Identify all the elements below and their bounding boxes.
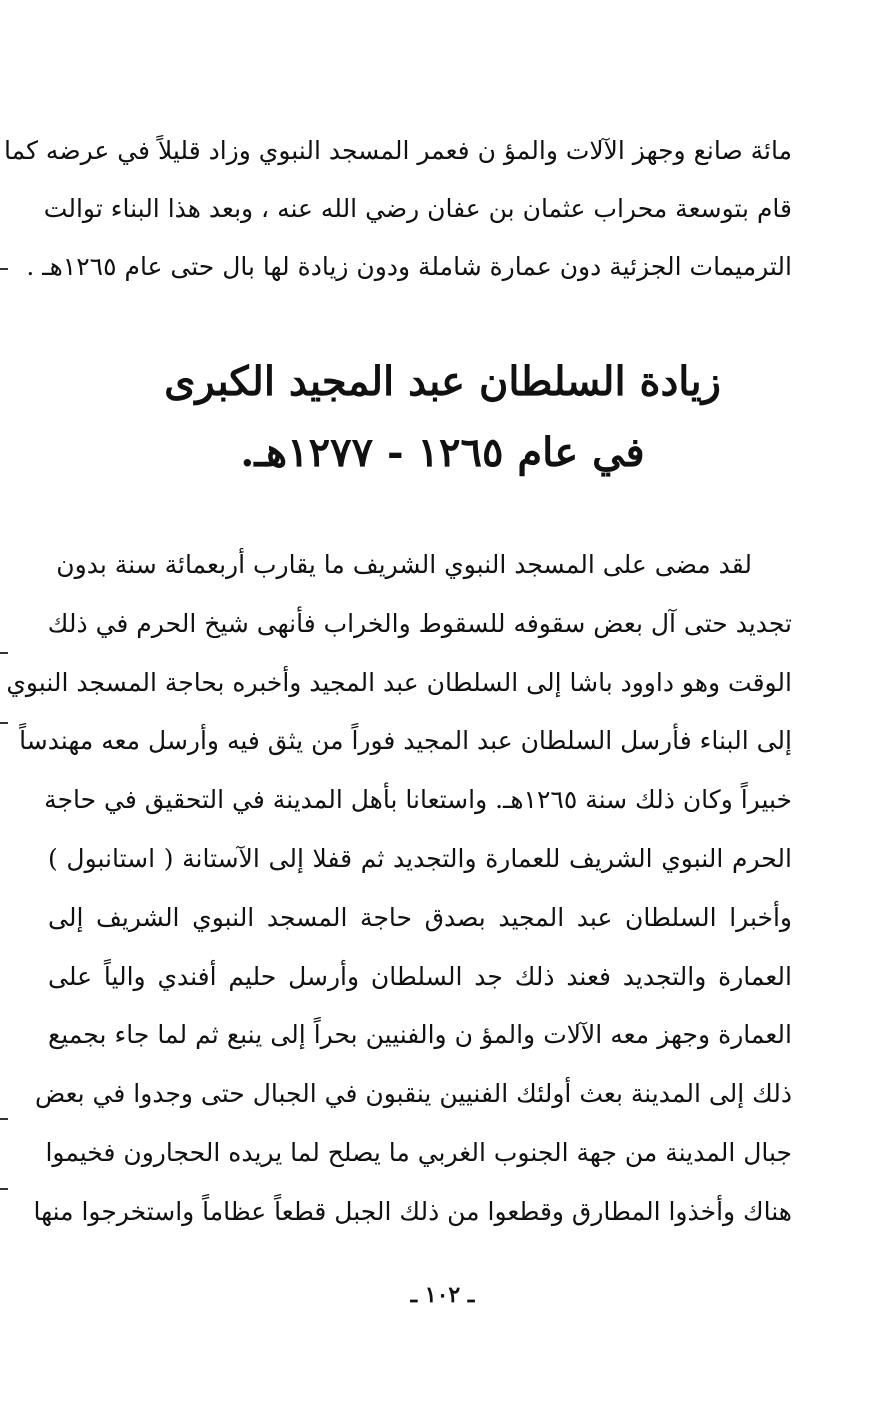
text-line: مائة صانع وجهز الآلات والمؤ ن فعمر المسجد النبوي وزاد قليلاً في عرضه كما <box>4 136 792 165</box>
text-line: الترميمات الجزئية دون عمارة شاملة ودون زيادة لها بال حتى عام ١٢٦٥هـ . <box>26 252 792 281</box>
text-line: إلى البناء فأرسل السلطان عبد المجيد فوراً من يثق فيه وأرسل معه مهندساً <box>19 726 792 756</box>
scan-edge-mark <box>0 268 8 270</box>
text-line: جبال المدينة من جهة الجنوب الغربي ما يصلح لما يريده الحجارون فخيموا <box>45 1137 792 1167</box>
text-line: الوقت وهو داوود باشا إلى السلطان عبد المجيد وأخبره بحاجة المسجد النبوي <box>6 667 792 697</box>
scan-edge-mark <box>0 652 8 654</box>
text-line: قام بتوسعة محراب عثمان بن عفان رضي الله عنه ، وبعد هذا البناء توالت <box>43 194 792 223</box>
main-paragraph <box>6 536 792 1242</box>
section-heading-line-2: في عام ١٢٦٥ - ١٢٧٧هـ. <box>240 429 645 476</box>
text-line: العمارة وجهز معه الآلات والمؤ ن والفنيين بحراً إلى ينبع ثم لما جاء بجميع <box>48 1020 792 1050</box>
text-line: العمارة والتجديد فعند ذلك جد السلطان وأرسل حليم أفندي والياً على <box>48 961 792 991</box>
text-line: لقد مضى على المسجد النبوي الشريف ما يقارب أربعمائة سنة بدون <box>56 550 752 579</box>
text-line: خبيراً وكان ذلك سنة ١٢٦٥هـ. واستعانا بأهل المدينة في التحقيق في حاجة <box>44 785 792 815</box>
section-heading-line-1: زيادة السلطان عبد المجيد الكبرى <box>164 358 721 405</box>
text-line: تجديد حتى آل بعض سقوفه للسقوط والخراب فأنهى شيخ الحرم في ذلك <box>47 608 792 638</box>
scan-edge-mark <box>0 722 8 724</box>
text-line: هناك وأخذوا المطارق وقطعوا من ذلك الجبل قطعاً عظاماً واستخرجوا منها <box>33 1196 792 1226</box>
scan-edge-mark <box>0 1188 8 1190</box>
scan-edge-mark <box>0 1118 8 1120</box>
page-number: ـ ١٠٢ ـ <box>410 1282 475 1308</box>
top-paragraph <box>4 122 792 296</box>
text-line: ذلك إلى المدينة بعث أولئك الفنيين ينقبون في الجبال حتى وجدوا في بعض <box>34 1079 792 1109</box>
text-line: وأخبرا السلطان عبد المجيد بصدق حاجة المسجد النبوي الشريف إلى <box>48 902 792 932</box>
text-line: الحرم النبوي الشريف للعمارة والتجديد ثم قفلا إلى الآستانة ( استانبول ) <box>48 843 792 873</box>
